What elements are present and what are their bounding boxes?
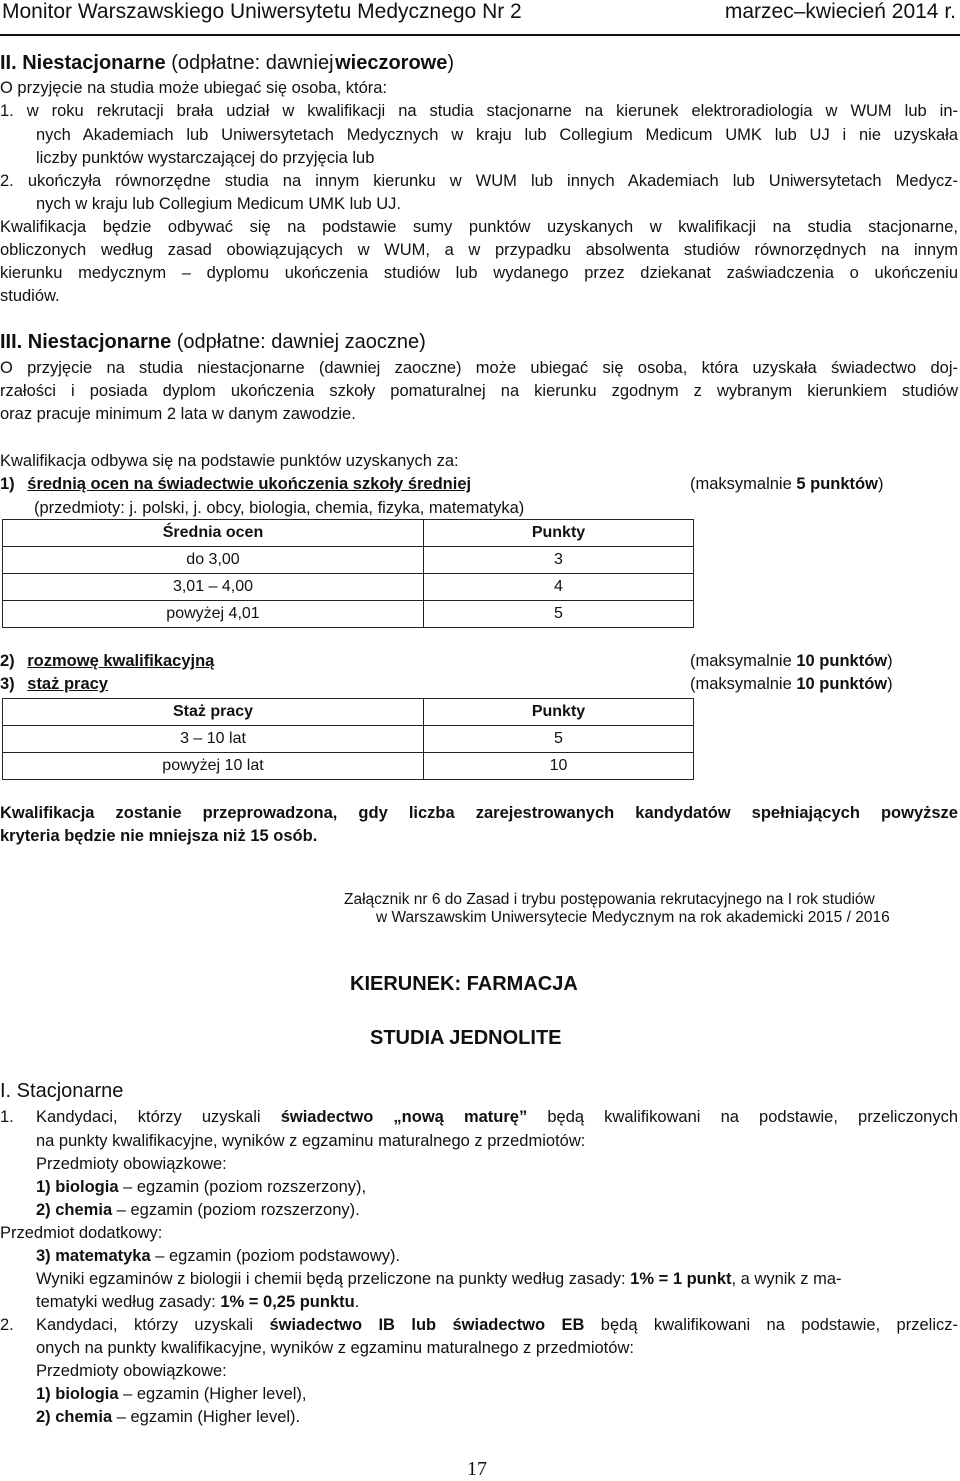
experience-table [2,698,694,780]
grades-cell: powyżej 4,01 [3,601,424,628]
section-2-heading [0,52,454,75]
annex-line-1: Załącznik nr 6 do Zasad i trybu postępowania rekrutacyjnego na I rok studiów [344,891,875,908]
criterion-3-label: staż pracy [27,675,108,693]
p2-subject-1-detail: – egzamin (Higher level), [123,1385,307,1403]
p2-certificate: świadectwo IB lub świadectwo EB [269,1316,585,1334]
p1-results-rule-text: Wyniki egzaminów z biologii i chemii będą przeliczone na punkty według zasady: [36,1270,626,1288]
p1-subject-3-name: 3) matematyka [36,1247,151,1265]
p1-number: 1. [0,1108,14,1126]
p1-subject-1 [36,1176,366,1199]
experience-cell: powyżej 10 lat [3,753,424,780]
section-2-item-1-line-2: nych Akademiach lub Uniwersytetach Medycznych w kraju lub Collegium Medicum UMK lub UJ i nie uzyskała [36,126,958,144]
section-2-paren-close: ) [447,52,455,74]
criterion-1-subjects: (przedmioty: j. polski, j. obcy, biologia, chemia, fizyka, matematyka) [34,499,525,517]
p1-additional-label: Przedmiot dodatkowy: [0,1224,163,1242]
section-3-number: III. [0,331,23,353]
p1-results-line-2 [36,1291,359,1314]
p1-obligatory-label: Przedmioty obowiązkowe: [36,1155,227,1173]
p2-line-1-c: będą kwalifikowani na podstawie, przelicz- [600,1316,958,1334]
table-row [3,601,694,628]
section-3-heading [0,331,426,354]
criterion-1-label: średnią ocen na świadectwie ukończenia szkoły średniej [27,475,472,493]
section-2-item-1-line-3: liczby punktów wystarczającej do przyjęcia lub [36,149,375,167]
p1-results-line-1 [36,1268,842,1291]
grades-cell: 4 [424,574,694,601]
section-3-para-line-2: rzałości i posiada dyplom ukończenia szkoły pomaturalnej na kierunku zgodnym z wybranym kierunkiem studiów [0,382,958,400]
criterion-1-max-suffix: ) [877,475,884,493]
criterion-2-label: rozmowę kwalifikacyjną [27,652,215,670]
experience-header-points: Punkty [424,699,694,726]
experience-table-header [3,699,694,726]
p1-subject-2 [36,1199,360,1222]
p2-subject-2-detail: – egzamin (Higher level). [116,1408,301,1426]
p1-subject-3 [36,1245,400,1268]
section-2-para-line-4: studiów. [0,287,60,305]
study-type-heading: STUDIA JEDNOLITE [370,1027,562,1049]
p2-subject-1-name: 1) biologia [36,1385,119,1403]
p1-subject-2-detail: – egzamin (poziom rozszerzony). [116,1201,360,1219]
p2-line-2: onych na punkty kwalifikacyjne, wyników z egzaminu maturalnego z przedmiotów: [36,1339,634,1357]
criterion-3 [0,673,108,696]
section-2-para-line-3: kierunku medycznym – dyplomu ukończenia studiów lub wydanego przez dziekanat zaświadczenia o ukończeniu [0,264,958,282]
criterion-1-max-points: 5 punktów [796,475,878,493]
table-row [3,726,694,753]
p1-results-rule-tail: , a wynik z ma- [731,1270,842,1288]
section-3-para-line-1: O przyjęcie na studia niestacjonarne (dawniej zaoczne) może ubiegać się osoba, która uzyskała świadectwo doj- [0,359,958,377]
criterion-2-max-suffix: ) [887,652,893,670]
criterion-2-max-points: 10 punktów [796,652,888,670]
grades-cell: do 3,00 [3,547,424,574]
p2-subject-2 [36,1406,300,1429]
p1-math-rule: 1% = 0,25 punktu [220,1293,355,1311]
section-1-heading: I. Stacjonarne [0,1080,124,1102]
p1-line-1 [36,1106,958,1129]
section-2-item-1-line-1: 1. w roku rekrutacji brała udział w kwalifikacji na studia stacjonarne na kierunek elektroradiologia w WUM lub in- [0,102,958,120]
grades-cell: 5 [424,601,694,628]
section-3-para-line-3: oraz pracuje minimum 2 lata w danym zawodzie. [0,405,356,423]
p2-obligatory-label: Przedmioty obowiązkowe: [36,1362,227,1380]
section-2-para-line-2: obliczonych według zasad obowiązujących w WUM, a w przypadku absolwenta studiów równorzędnych na innym [0,241,958,259]
p2-subject-2-name: 2) chemia [36,1408,113,1426]
section-2-paren: (odpłatne: dawniej [171,52,334,74]
p2-line-1-a: Kandydaci, którzy uzyskali [36,1316,254,1334]
p1-line-1-c: będą kwalifikowani na podstawie, przeliczonych [547,1108,958,1126]
p1-results-rule: 1% = 1 punkt [630,1270,732,1288]
table-row [3,547,694,574]
page-number: 17 [467,1458,487,1480]
section-3-title: Niestacjonarne [27,331,172,353]
section-2-intro: O przyjęcie na studia może ubiegać się osoba, która: [0,79,388,97]
p1-subject-3-detail: – egzamin (poziom podstawowy). [155,1247,401,1265]
min-applicants-note-line-1: Kwalifikacja zostanie przeprowadzona, gdy liczba zarejestrowanych kandydatów spełniających powyższe [0,804,958,822]
grades-cell: 3 [424,547,694,574]
grades-cell: 3,01 – 4,00 [3,574,424,601]
criterion-3-max-points: 10 punktów [796,675,888,693]
p1-line-2: na punkty kwalifikacyjne, wyników z egzaminu maturalnego z przedmiotów: [36,1132,586,1150]
p1-certificate: świadectwo „nową maturę” [280,1108,528,1126]
field-of-study-heading: KIERUNEK: FARMACJA [350,973,578,995]
section-2-title: Niestacjonarne [22,52,166,74]
p1-subject-2-name: 2) chemia [36,1201,113,1219]
page-header [0,0,960,36]
issue-date: marzec–kwiecień 2014 r. [724,0,956,23]
grades-header-points: Punkty [424,520,694,547]
criterion-3-number: 3) [0,675,15,693]
section-2-title-bold: wieczorowe [335,52,448,74]
table-row [3,574,694,601]
p1-math-rule-tail: . [354,1293,360,1311]
section-2-item-2-line-1: 2. ukończyła równorzędne studia na innym kierunku w WUM lub innych Akademiach lub Uniwersytetach Medycz- [0,172,958,190]
header-rule [0,34,960,36]
criterion-3-max-suffix: ) [887,675,893,693]
p2-line-1 [36,1314,958,1337]
criterion-3-max [690,673,893,696]
grades-table [2,519,694,628]
section-3-paren: (odpłatne: dawniej zaoczne) [176,331,426,353]
criterion-2-number: 2) [0,652,15,670]
grades-header-grade: Średnia ocen [3,520,424,547]
p2-number: 2. [0,1316,14,1334]
min-applicants-note-line-2: kryteria będzie nie mniejsza niż 15 osób. [0,827,318,845]
grades-table-header [3,520,694,547]
experience-cell: 10 [424,753,694,780]
p1-subject-1-name: 1) biologia [36,1178,119,1196]
criterion-2 [0,650,214,673]
p2-subject-1 [36,1383,307,1406]
criterion-3-max-prefix: (maksymalnie [690,675,792,693]
criterion-1-max [690,473,883,496]
table-row [3,753,694,780]
experience-header-years: Staż pracy [3,699,424,726]
criterion-1-number: 1) [0,475,15,493]
qualification-intro: Kwalifikacja odbywa się na podstawie punktów uzyskanych za: [0,452,459,470]
experience-cell: 3 – 10 lat [3,726,424,753]
p1-math-rule-text: tematyki według zasady: [36,1293,216,1311]
experience-cell: 5 [424,726,694,753]
p1-line-1-a: Kandydaci, którzy uzyskali [36,1108,261,1126]
criterion-2-max-prefix: (maksymalnie [690,652,792,670]
annex-line-2: w Warszawskim Uniwersytecie Medycznym na rok akademicki 2015 / 2016 [376,909,890,926]
criterion-2-max [690,650,893,673]
journal-title: Monitor Warszawskiego Uniwersytetu Medycznego Nr 2 [2,0,522,23]
section-2-number: II. [0,52,17,74]
criterion-1 [0,473,471,496]
section-2-para-line-1: Kwalifikacja będzie odbywać się na podstawie sumy punktów uzyskanych w kwalifikacji na studia stacjonarne, [0,218,958,236]
p1-subject-1-detail: – egzamin (poziom rozszerzony), [123,1178,367,1196]
criterion-1-max-prefix: (maksymalnie [690,475,792,493]
section-2-item-2-line-2: nych w kraju lub Collegium Medicum UMK lub UJ. [36,195,401,213]
